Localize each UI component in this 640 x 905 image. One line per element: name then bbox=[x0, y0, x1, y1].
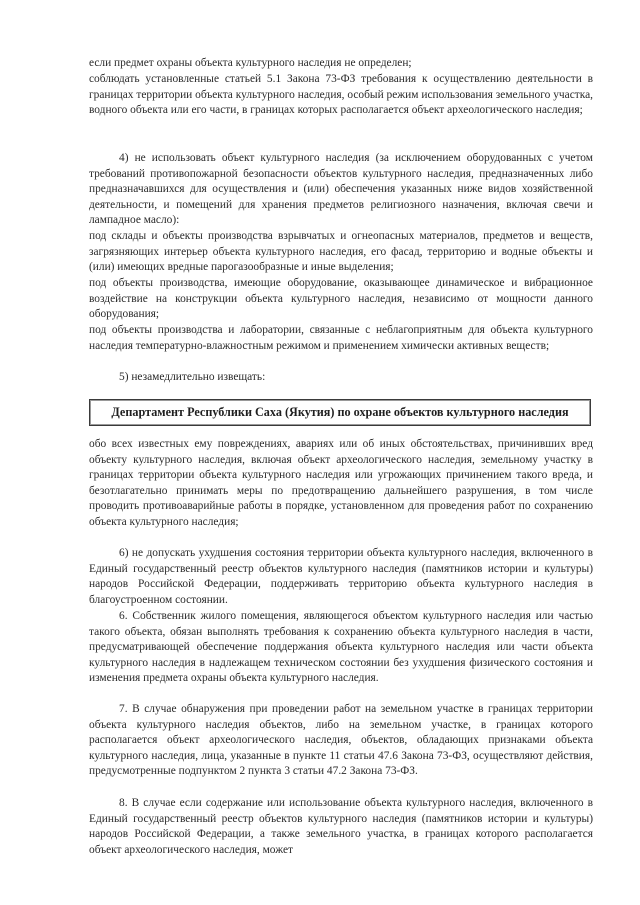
paragraph-warehouses: под склады и объекты производства взрывчатых и огнеопасных материалов, предметов и веществ, загрязняющих интерьер объекта культурного наследия, его фасад, территорию и водные объекты и (или) имеющих вредные парогазообразные и иные выделения; bbox=[89, 230, 593, 274]
paragraph-comply-requirements: соблюдать установленные статьей 5.1 Закона 73-ФЗ требования к осуществлению деятельности в границах территории объекта культурного наследия, особый режим использования земельного участка, водного объекта или его части, в границах которых располагается объект археологического наследия; bbox=[89, 73, 593, 117]
paragraph-section-8: 8. В случае если содержание или использование объекта культурного наследия, включенного в Единый государственный реестр объектов культурного наследия (памятников истории и культуры) народов Российской Федерации, а также земельного участка, в границах которого располагается объект археологического наследия, может bbox=[89, 797, 593, 856]
paragraph-laboratories: под объекты производства и лаборатории, связанные с неблагоприятным для объекта культурного наследия температурно-влажностным режимом и применением химически активных веществ; bbox=[89, 324, 593, 352]
paragraph-item-4: 4) не использовать объект культурного наследия (за исключением оборудованных с учетом требований противопожарной безопасности объектов культурного наследия, предназначенных либо предназначавшихся для осуществления и (или) обеспечения указанных ниже видов хозяйственной деятельности, и помещений для хранения предметов религиозного назначения, включая свечи и лампадное масло): bbox=[89, 152, 593, 227]
paragraph-heritage-subject: если предмет охраны объекта культурного наследия не определен; bbox=[89, 57, 412, 69]
paragraph-production-objects: под объекты производства, имеющие оборудование, оказывающее динамическое и вибрационное воздействие на конструкции объекта культурного наследия, независимо от мощности данного оборудования; bbox=[89, 277, 593, 321]
department-stamp: Департамент Республики Саха (Якутия) по охране объектов культурного наследия bbox=[89, 399, 591, 426]
paragraph-section-6: 6. Собственник жилого помещения, являющегося объектом культурного наследия или частью такого объекта, обязан выполнять требования к сохранению объекта культурного наследия в части, предусматривающей обеспечение поддержания объекта культурного наследия или части объекта культурного наследия в надлежащем техническом состоянии без ухудшения физического состояния и изменения предмета охраны объекта культурного наследия. bbox=[89, 610, 593, 685]
paragraph-item-6: 6) не допускать ухудшения состояния территории объекта культурного наследия, включенного в Единый государственный реестр объектов культурного наследия (памятников истории и культуры) народов Российской Федерации, поддерживать территорию объекта культурного наследия в благоустроенном состоянии. bbox=[89, 547, 593, 606]
paragraph-item-5: 5) незамедлительно извещать: bbox=[119, 371, 266, 383]
paragraph-damage-report: обо всех известных ему повреждениях, авариях или об иных обстоятельствах, причинивших вред объекту культурного наследия, включая объект археологического наследия, земельному участку в границах территории объекта культурного наследия или угрожающих причинением такого вреда, и безотлагательно принимать меры по предотвращению дальнейшего разрушения, в том числе проводить противоаварийные работы в порядке, установленном для проведения работ по сохранению объекта культурного наследия; bbox=[89, 438, 593, 528]
paragraph-section-7: 7. В случае обнаружения при проведении работ на земельном участке в границах территории объекта культурного наследия объектов, либо на земельном участке, в границах которого располагается объект археологического наследия, объектов, обладающих признаками объекта культурного наследия, лица, указанные в пункте 11 статьи 47.6 Закона 73-ФЗ, осуществляют действия, предусмотренные подпунктом 2 пункта 3 статьи 47.2 Закона 73-ФЗ. bbox=[89, 703, 593, 778]
